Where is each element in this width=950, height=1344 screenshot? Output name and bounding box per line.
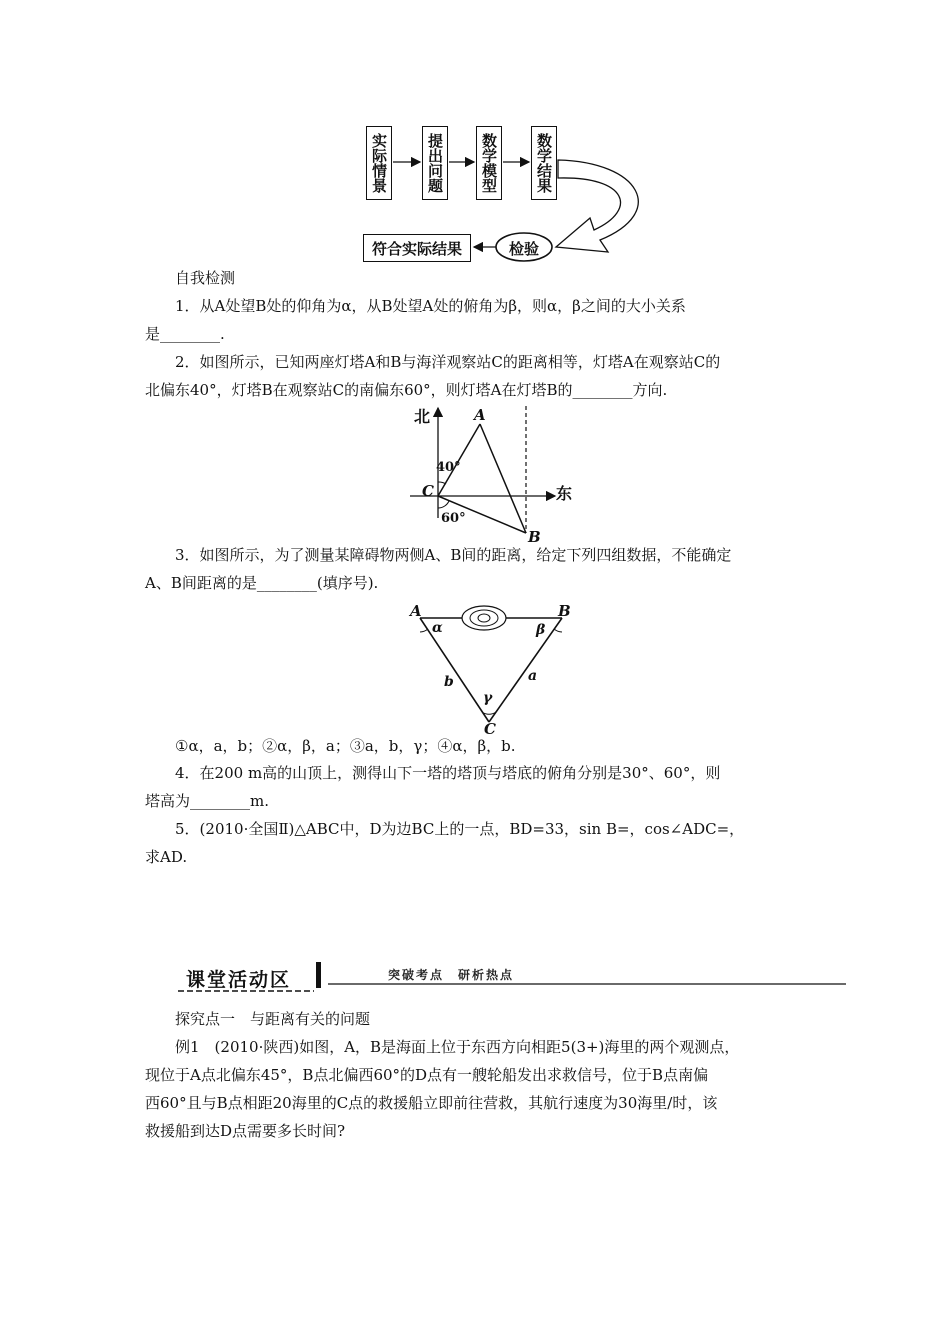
label-north: 北 — [414, 407, 431, 426]
label-point-B-q2: B — [528, 528, 541, 546]
example-section-heading: 探究点一 与距离有关的问题 — [175, 1010, 371, 1028]
q4-line1: 4．在200 m高的山顶上，测得山下一塔的塔顶与塔底的俯角分别是30°、60°，则 — [175, 764, 721, 782]
flow-box-pose-question: 提出问题 — [422, 126, 448, 200]
q1-line2: 是________. — [145, 325, 225, 343]
q5-line1: 5．(2010·全国Ⅱ)△ABC中，D为边BC上的一点，BD=33，sin B=，cos∠ADC=， — [175, 820, 745, 838]
label-point-C-q2: C — [422, 482, 434, 500]
label-beta: β — [536, 622, 546, 638]
example-line4: 救援船到达D点需要多长时间? — [145, 1122, 346, 1140]
figure-obstacle-triangle — [400, 598, 580, 738]
label-side-b: b — [444, 674, 454, 690]
flow-check-label: 检验 — [508, 240, 539, 258]
flow-box-result: 符合实际结果 — [363, 234, 471, 262]
q3-line2: A、B间距离的是________(填序号). — [145, 574, 379, 592]
label-angle-40: 40° — [436, 460, 461, 475]
banner-subtitle: 突破考点 研析热点 — [388, 968, 515, 982]
q2-line2: 北偏东40°，灯塔B在观察站C的南偏东60°，则灯塔A在灯塔B的________方向. — [145, 381, 668, 399]
q5-line2: 求AD. — [145, 848, 188, 866]
q4-line2: 塔高为________m. — [145, 792, 269, 810]
q3-options: ①α，a，b；②α，β，a；③a，b，γ；④α，β，b. — [175, 737, 516, 755]
self-test-heading: 自我检测 — [175, 269, 236, 287]
label-point-A-q2: A — [474, 406, 486, 424]
label-gamma: γ — [483, 690, 493, 706]
q3-line1: 3．如图所示，为了测量某障碍物两侧A、B间的距离，给定下列四组数据，不能确定 — [175, 546, 732, 564]
label-point-C-q3: C — [484, 720, 496, 738]
example-line2: 现位于A点北偏东45°，B点北偏西60°的D点有一艘轮船发出求救信号，位于B点南偏 — [145, 1066, 709, 1084]
q1-line1: 1．从A处望B处的仰角为α，从B处望A处的俯角为β，则α，β之间的大小关系 — [175, 297, 686, 315]
label-side-a: a — [528, 668, 538, 684]
flow-box-math-model: 数学模型 — [476, 126, 502, 200]
label-point-B-q3: B — [558, 602, 571, 620]
flow-box-math-result: 数学结果 — [531, 126, 557, 200]
banner-title: 课堂活动区 — [186, 969, 292, 991]
flow-box-actual-situation: 实际情景 — [366, 126, 392, 200]
q2-line1: 2．如图所示，已知两座灯塔A和B与海洋观察站C的距离相等，灯塔A在观察站C的 — [175, 353, 721, 371]
example-line3: 西60°且与B点相距20海里的C点的救援船立即前往营救，其航行速度为30海里/时，该 — [145, 1094, 718, 1112]
label-alpha: α — [432, 620, 443, 636]
example-line1: 例1 (2010·陕西)如图，A，B是海面上位于东西方向相距5(3+)海里的两个观测点， — [175, 1038, 740, 1056]
label-point-A-q3: A — [410, 602, 422, 620]
flow-arrows — [0, 0, 950, 270]
label-angle-60: 60° — [441, 511, 466, 526]
label-east: 东 — [556, 484, 573, 503]
